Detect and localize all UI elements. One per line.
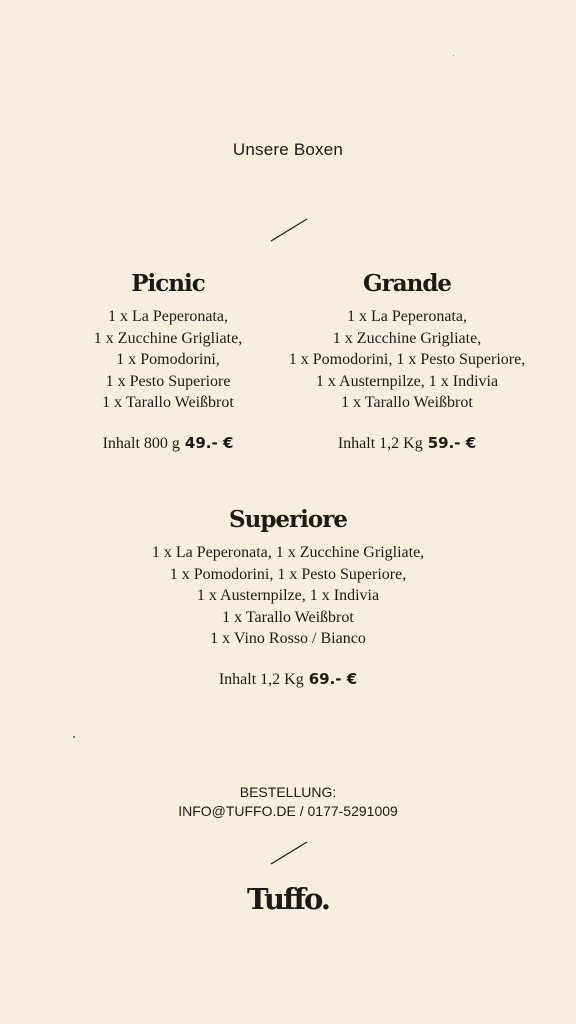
box-content-weight: Inhalt 1,2 Kg xyxy=(337,434,423,452)
box-items-picnic xyxy=(58,306,278,414)
box-price: 49.- € xyxy=(184,433,234,452)
box-item: 1 x Tarallo Weißbrot xyxy=(102,394,234,411)
box-item: 1 x Tarallo Weißbrot xyxy=(222,608,354,626)
box-title-superiore: Superiore xyxy=(229,506,347,533)
box-title-picnic: Picnic xyxy=(131,270,205,297)
box-item: 1 x Tarallo Weißbrot xyxy=(341,394,473,411)
box-grande xyxy=(268,266,546,453)
box-item: 1 x Vino Rosso / Bianco xyxy=(210,630,366,647)
paper-speck xyxy=(453,55,454,56)
box-price-line-grande xyxy=(268,434,546,453)
box-content-weight: Inhalt 800 g xyxy=(102,434,180,452)
box-item: 1 x Zucchine Grigliate, xyxy=(93,329,243,347)
box-price-line-superiore xyxy=(88,670,488,689)
divider-slash-top xyxy=(270,218,308,242)
box-price-line-picnic xyxy=(58,434,278,453)
box-item: 1 x Pesto Superiore xyxy=(105,372,231,390)
brand-logo: Tuffo. xyxy=(247,882,329,916)
box-item: 1 x Pomodorini, 1 x Pesto Superiore, xyxy=(288,351,526,368)
box-price: 69.- € xyxy=(308,669,358,688)
box-items-grande xyxy=(268,306,546,414)
box-picnic xyxy=(58,266,278,453)
order-label: BESTELLUNG: xyxy=(239,784,337,800)
box-item: 1 x Pomodorini, 1 x Pesto Superiore, xyxy=(169,565,407,583)
box-item: 1 x Zucchine Grigliate, xyxy=(332,329,482,347)
page-title: Unsere Boxen xyxy=(232,140,344,159)
box-items-superiore xyxy=(88,542,488,650)
box-item: 1 x Pomodorini, xyxy=(116,351,220,368)
box-price: 59.- € xyxy=(427,433,477,452)
box-content-weight: Inhalt 1,2 Kg xyxy=(218,670,304,688)
paper-speck xyxy=(73,736,75,738)
box-item: 1 x La Peperonata, xyxy=(347,308,467,325)
box-superiore xyxy=(88,502,488,689)
box-item: 1 x Austernpilze, 1 x Indivia xyxy=(315,372,499,390)
box-item: 1 x Austernpilze, 1 x Indivia xyxy=(196,587,380,604)
order-contact[interactable]: INFO@TUFFO.DE / 0177-5291009 xyxy=(178,803,398,819)
divider-slash-bottom xyxy=(270,841,308,865)
box-title-grande: Grande xyxy=(362,270,452,297)
box-item: 1 x La Peperonata, 1 x Zucchine Grigliate, xyxy=(151,544,425,561)
box-item: 1 x La Peperonata, xyxy=(108,308,228,325)
